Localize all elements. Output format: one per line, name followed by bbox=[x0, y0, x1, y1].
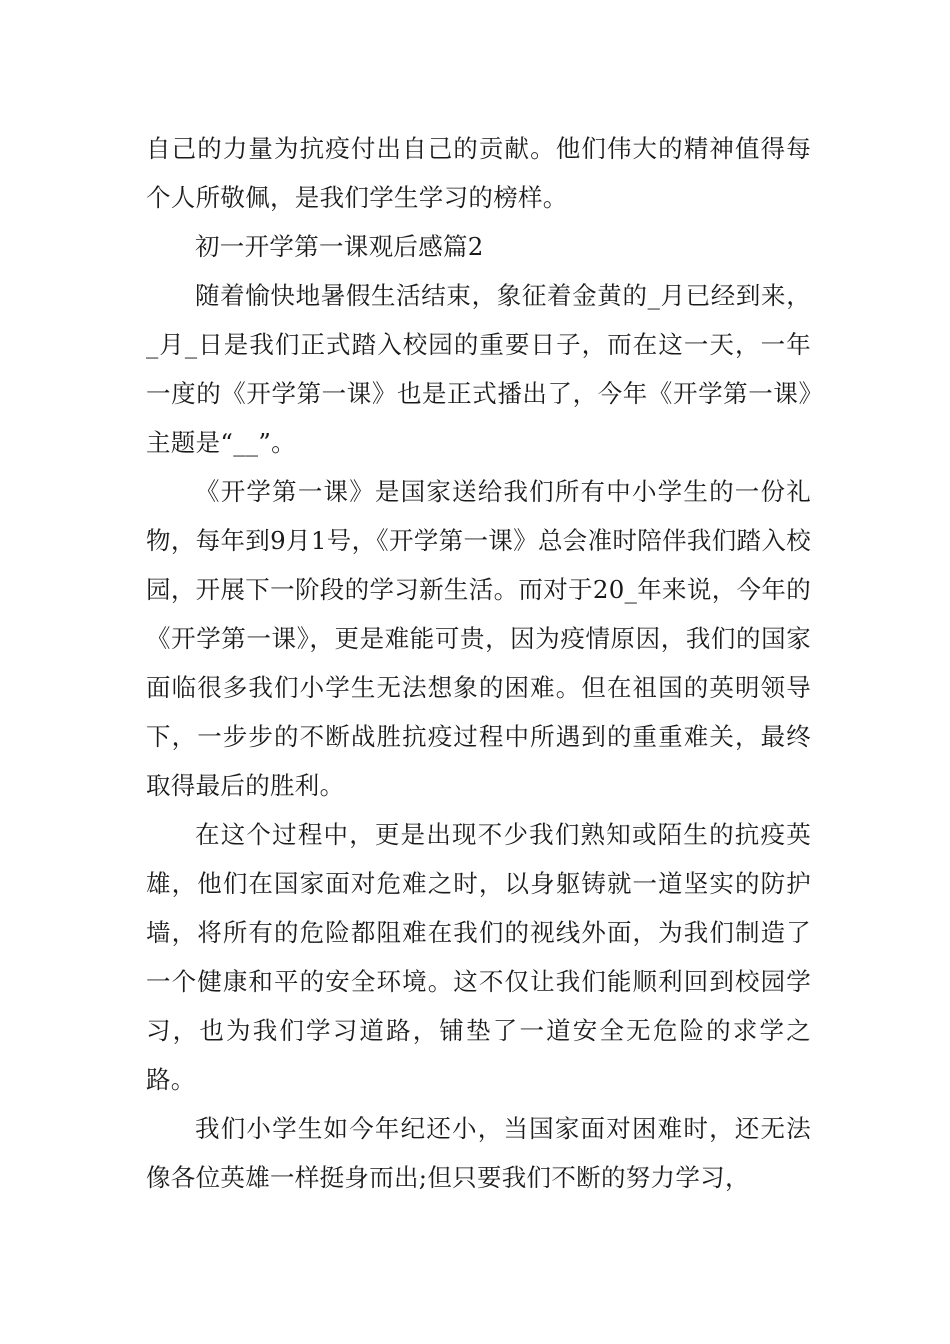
paragraph-continuation: 自己的力量为抗疫付出自己的贡献。他们伟大的精神值得每个人所敬佩，是我们学生学习的榜样。 bbox=[146, 134, 811, 212]
paragraph: 《开学第一课》是国家送给我们所有中小学生的一份礼物，每年到9月1号，《开学第一课》总会准时陪伴我们踏入校园，开展下一阶段的学习新生活。而对于20_年来说，今年的《开学第一课》，更是难能可贵，因为疫情原因，我们的国家面临很多我们小学生无法想象的困难。但在祖国的英明领导下，一步步的不断战胜抗疫过程中所遇到的重重难关，最终取得最后的胜利。 bbox=[146, 477, 811, 800]
section-heading: 初一开学第一课观后感篇2 bbox=[195, 232, 484, 261]
paragraph: 我们小学生如今年纪还小，当国家面对困难时，还无法像各位英雄一样挺身而出;但只要我们不断的努力学习， bbox=[146, 1114, 811, 1192]
paragraph: 随着愉快地暑假生活结束，象征着金黄的_月已经到来，_月_日是我们正式踏入校园的重要日子，而在这一天，一年一度的《开学第一课》也是正式播出了，今年《开学第一课》主题是“__”。 bbox=[146, 281, 811, 457]
paragraph: 在这个过程中，更是出现不少我们熟知或陌生的抗疫英雄，他们在国家面对危难之时，以身躯铸就一道坚实的防护墙，将所有的危险都阻难在我们的视线外面，为我们制造了一个健康和平的安全环境。这不仅让我们能顺利回到校园学习，也为我们学习道路，铺垫了一道安全无危险的求学之路。 bbox=[146, 820, 811, 1094]
article-body bbox=[146, 124, 811, 1202]
